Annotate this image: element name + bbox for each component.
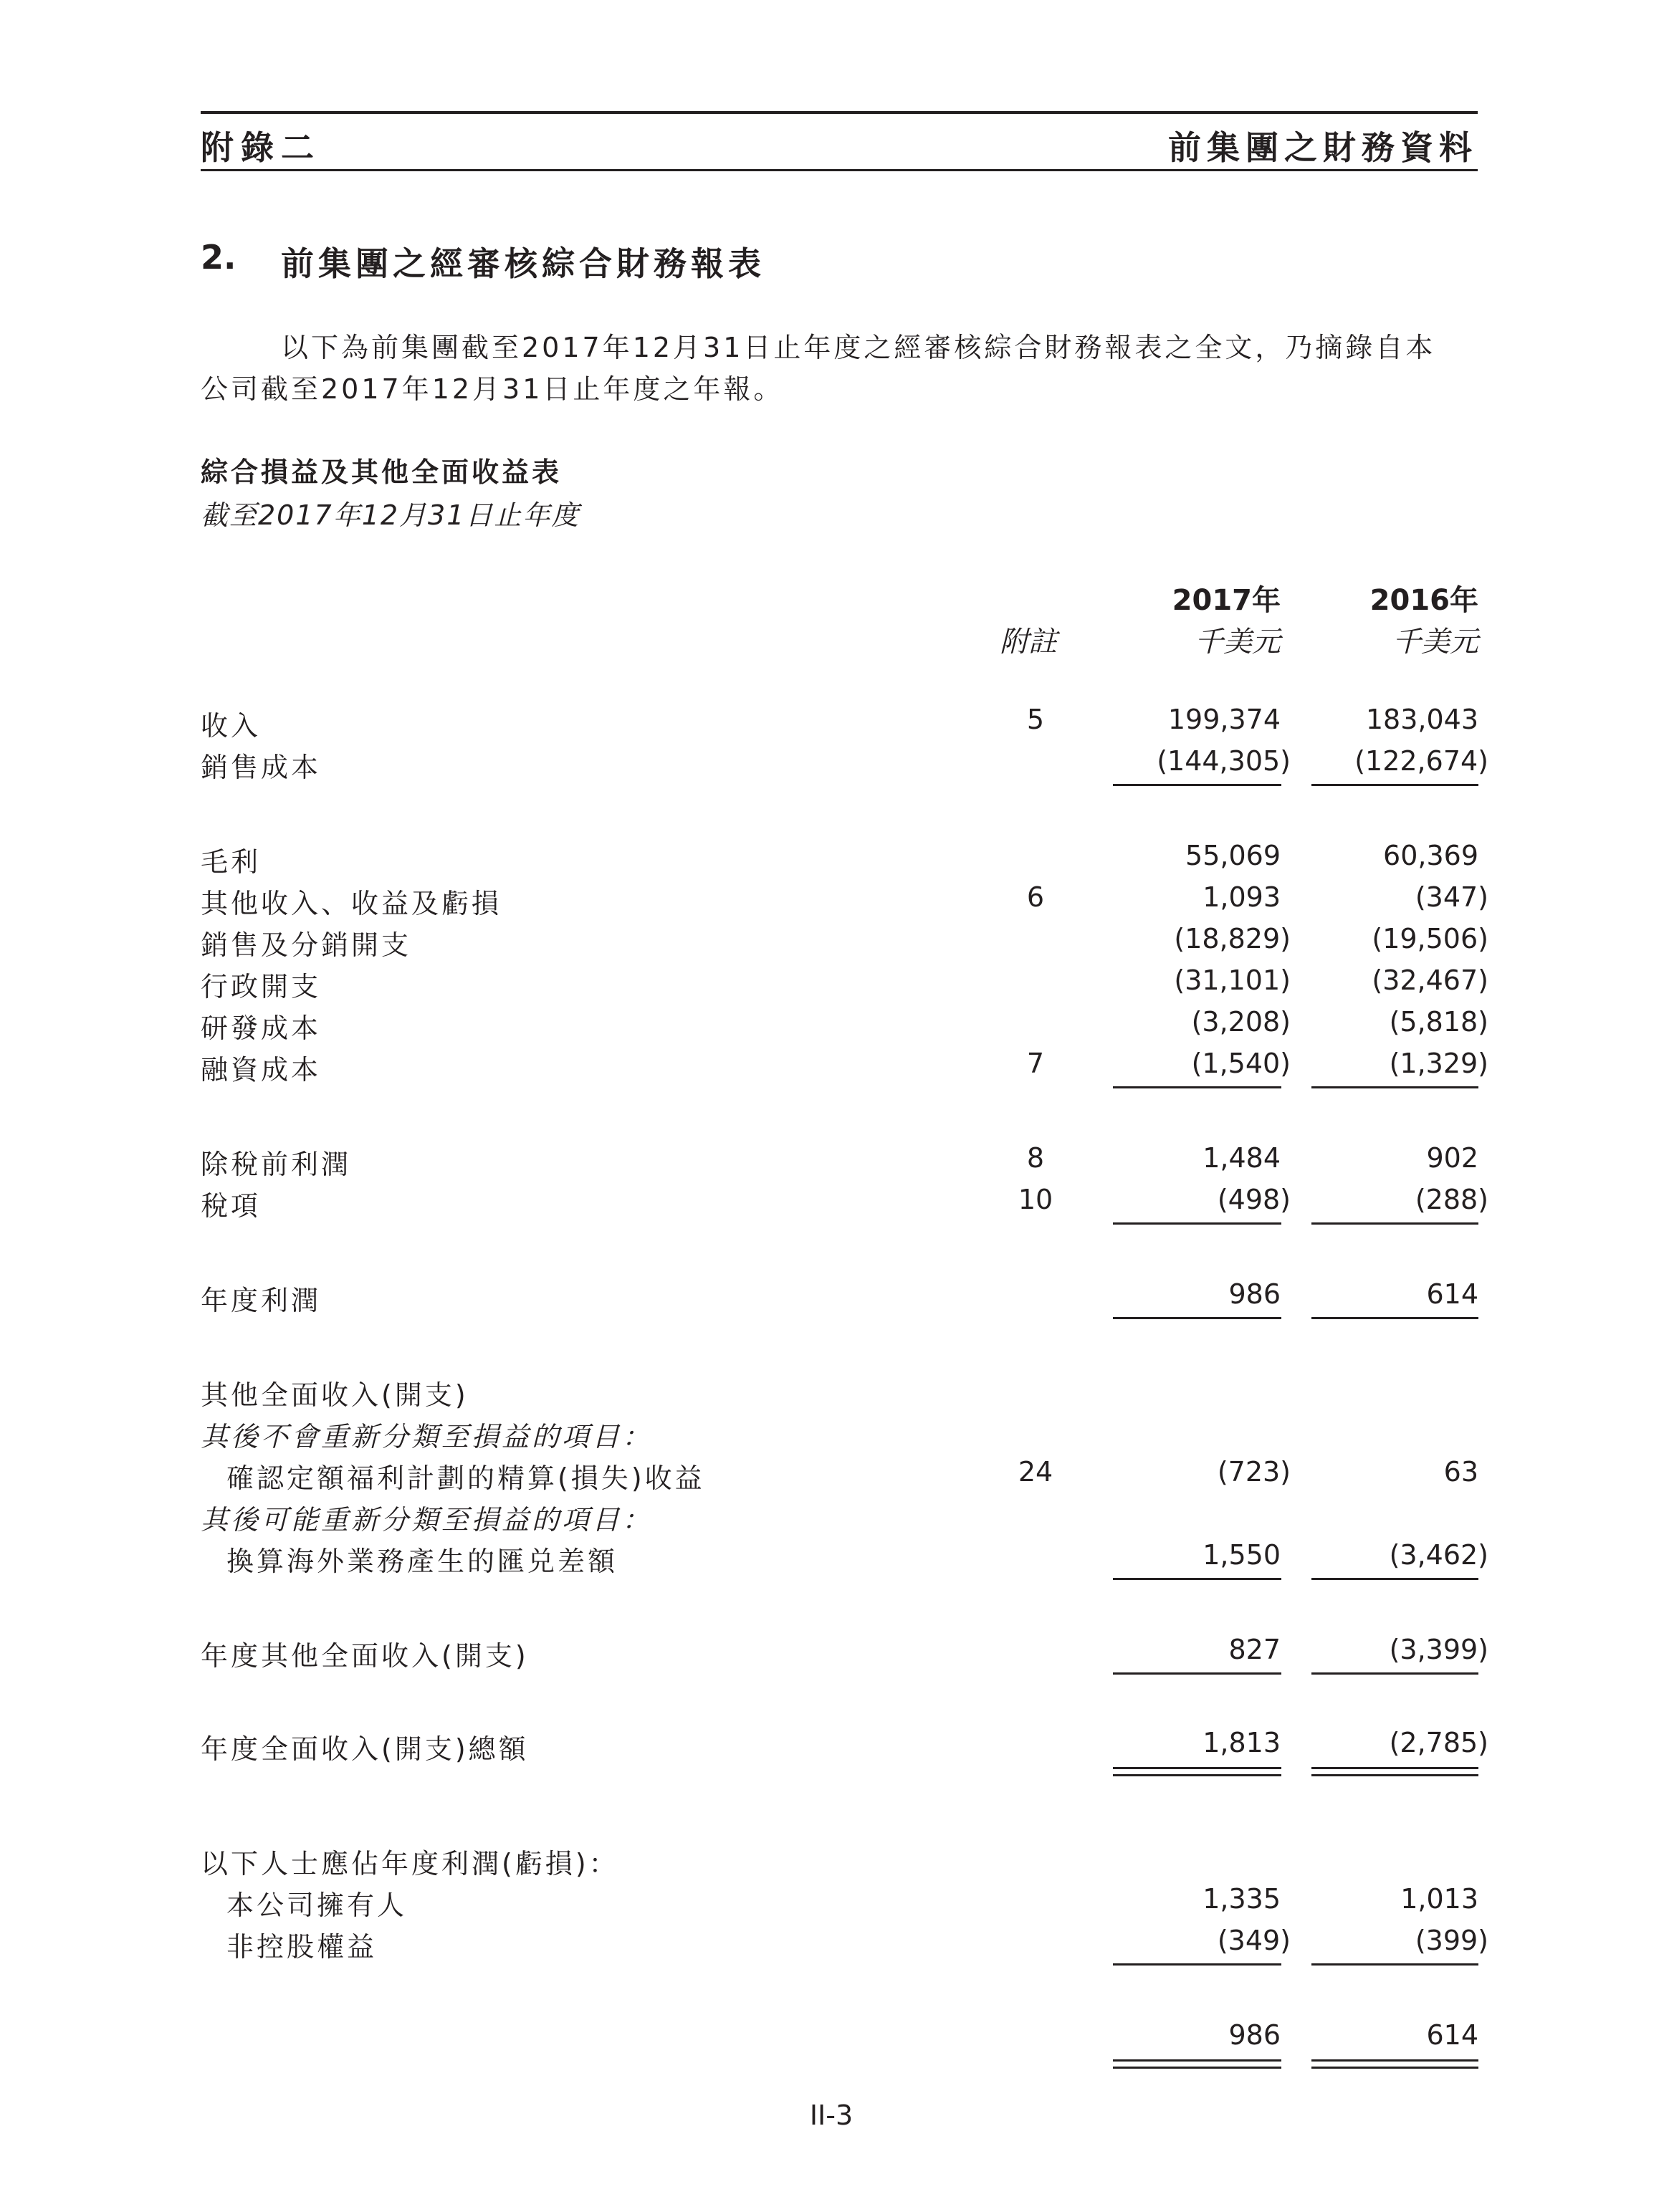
row-value-2017: (1,540) — [1191, 1048, 1291, 1079]
row-value-2016: 1,013 — [1400, 1883, 1478, 1915]
total-double-rule-2017 — [1113, 2059, 1281, 2062]
row-label: 確認定額福利計劃的精算(損失)收益 — [226, 1462, 705, 1494]
row-label: 融資成本 — [201, 1054, 322, 1086]
row-value-2017: (31,101) — [1174, 964, 1291, 996]
subtotal-rule-2017 — [1113, 784, 1281, 786]
row-value-2016: 183,043 — [1365, 704, 1478, 735]
subtotal-rule-2016 — [1311, 1317, 1478, 1319]
subtotal-rule-2017 — [1113, 1086, 1281, 1088]
row-label: 銷售成本 — [201, 752, 322, 783]
row-value-2017: (3,208) — [1191, 1006, 1291, 1038]
row-value-2016: (347) — [1415, 881, 1488, 913]
header-title: 前集團之財務資料 — [1168, 128, 1478, 167]
row-value-2016: (5,818) — [1389, 1006, 1488, 1038]
total-double-rule-2017 — [1113, 2067, 1281, 2069]
row-label: 其後不會重新分類至損益的項目： — [201, 1421, 653, 1452]
row-value-2016: (122,674) — [1354, 745, 1488, 777]
row-label: 年度利潤 — [201, 1285, 322, 1316]
row-value-2016: 60,369 — [1383, 840, 1478, 871]
row-label: 收入 — [201, 710, 262, 742]
row-note: 5 — [1026, 704, 1045, 735]
row-label: 其他收入、收益及虧損 — [201, 888, 502, 919]
row-label: 年度其他全面收入(開支) — [201, 1640, 529, 1672]
row-note: 10 — [1018, 1184, 1053, 1215]
appendix-label: 附錄二 — [201, 128, 321, 167]
section-number: 2. — [201, 238, 236, 277]
total-double-rule-2016 — [1311, 1774, 1478, 1776]
unit-2016-header: 千美元 — [1392, 626, 1478, 659]
row-value-2016: 614 — [1426, 1278, 1478, 1310]
row-note: 6 — [1026, 881, 1045, 913]
row-note: 8 — [1026, 1142, 1045, 1174]
row-value-2017: 1,813 — [1203, 1727, 1281, 1758]
row-value-2017: 986 — [1228, 1278, 1281, 1310]
row-label: 換算海外業務產生的匯兑差額 — [226, 1546, 618, 1577]
header-top-rule — [201, 111, 1478, 114]
unit-2017-header: 千美元 — [1195, 626, 1281, 659]
subtotal-rule-2016 — [1311, 784, 1478, 786]
statement-period: 截至2017年12月31日止年度 — [201, 499, 580, 531]
total-double-rule-2017 — [1113, 1774, 1281, 1776]
row-note: 24 — [1018, 1456, 1053, 1488]
total-double-rule-2016 — [1311, 1767, 1478, 1769]
row-label: 其他全面收入(開支) — [201, 1379, 469, 1411]
total-double-rule-2017 — [1113, 1767, 1281, 1769]
year-2017-header: 2017年 — [1172, 584, 1281, 617]
note-column-header: 附註 — [1000, 626, 1057, 659]
intro-line-1: 以下為前集團截至2017年12月31日止年度之經審核綜合財務報表之全文，乃摘錄自本 — [281, 332, 1436, 363]
row-value-2017: (18,829) — [1174, 923, 1291, 954]
intro-line-2: 公司截至2017年12月31日止年度之年報。 — [201, 373, 784, 405]
row-label: 研發成本 — [201, 1012, 322, 1044]
page-number: II-3 — [809, 2100, 854, 2131]
row-label: 年度全面收入(開支)總額 — [201, 1733, 529, 1765]
subtotal-rule-2016 — [1311, 1222, 1478, 1225]
total-double-rule-2016 — [1311, 2059, 1478, 2062]
statement-title: 綜合損益及其他全面收益表 — [201, 456, 563, 488]
subtotal-rule-2017 — [1113, 1672, 1281, 1675]
row-value-2017: 1,484 — [1203, 1142, 1281, 1174]
row-value-2017: (723) — [1217, 1456, 1291, 1488]
row-value-2017: 986 — [1228, 2019, 1281, 2051]
row-label: 銷售及分銷開支 — [201, 929, 412, 961]
subtotal-rule-2016 — [1311, 1086, 1478, 1088]
row-note: 7 — [1026, 1048, 1045, 1079]
row-value-2017: 55,069 — [1185, 840, 1281, 871]
row-value-2016: (3,462) — [1389, 1539, 1488, 1571]
row-label: 稅項 — [201, 1190, 262, 1222]
subtotal-rule-2016 — [1311, 1578, 1478, 1580]
subtotal-rule-2016 — [1311, 1963, 1478, 1966]
row-label: 除稅前利潤 — [201, 1149, 352, 1180]
row-value-2016: (288) — [1415, 1184, 1488, 1215]
row-value-2016: (2,785) — [1389, 1727, 1488, 1758]
row-value-2016: 614 — [1426, 2019, 1478, 2051]
row-value-2017: 1,093 — [1203, 881, 1281, 913]
row-value-2017: (498) — [1217, 1184, 1291, 1215]
row-label: 以下人士應佔年度利潤(虧損)： — [201, 1848, 619, 1880]
row-value-2016: (3,399) — [1389, 1634, 1488, 1665]
row-label: 其後可能重新分類至損益的項目： — [201, 1504, 653, 1536]
row-value-2016: (32,467) — [1372, 964, 1488, 996]
subtotal-rule-2017 — [1113, 1222, 1281, 1225]
row-value-2017: 1,335 — [1203, 1883, 1281, 1915]
row-value-2017: (144,305) — [1157, 745, 1291, 777]
total-double-rule-2016 — [1311, 2067, 1478, 2069]
row-value-2017: 827 — [1228, 1634, 1281, 1665]
row-value-2016: (1,329) — [1389, 1048, 1488, 1079]
subtotal-rule-2017 — [1113, 1578, 1281, 1580]
row-value-2017: 199,374 — [1167, 704, 1281, 735]
row-value-2016: 63 — [1443, 1456, 1478, 1488]
row-value-2017: (349) — [1217, 1925, 1291, 1956]
row-label: 本公司擁有人 — [226, 1890, 408, 1921]
row-label: 非控股權益 — [226, 1931, 378, 1963]
row-value-2016: (399) — [1415, 1925, 1488, 1956]
header-bottom-rule — [201, 169, 1478, 171]
row-value-2016: (19,506) — [1372, 923, 1488, 954]
row-label: 行政開支 — [201, 971, 322, 1002]
row-value-2017: 1,550 — [1203, 1539, 1281, 1571]
year-2016-header: 2016年 — [1369, 584, 1478, 617]
row-value-2016: 902 — [1426, 1142, 1478, 1174]
subtotal-rule-2016 — [1311, 1672, 1478, 1675]
section-title: 前集團之經審核綜合財務報表 — [281, 244, 765, 283]
row-label: 毛利 — [201, 846, 262, 878]
subtotal-rule-2017 — [1113, 1317, 1281, 1319]
subtotal-rule-2017 — [1113, 1963, 1281, 1966]
